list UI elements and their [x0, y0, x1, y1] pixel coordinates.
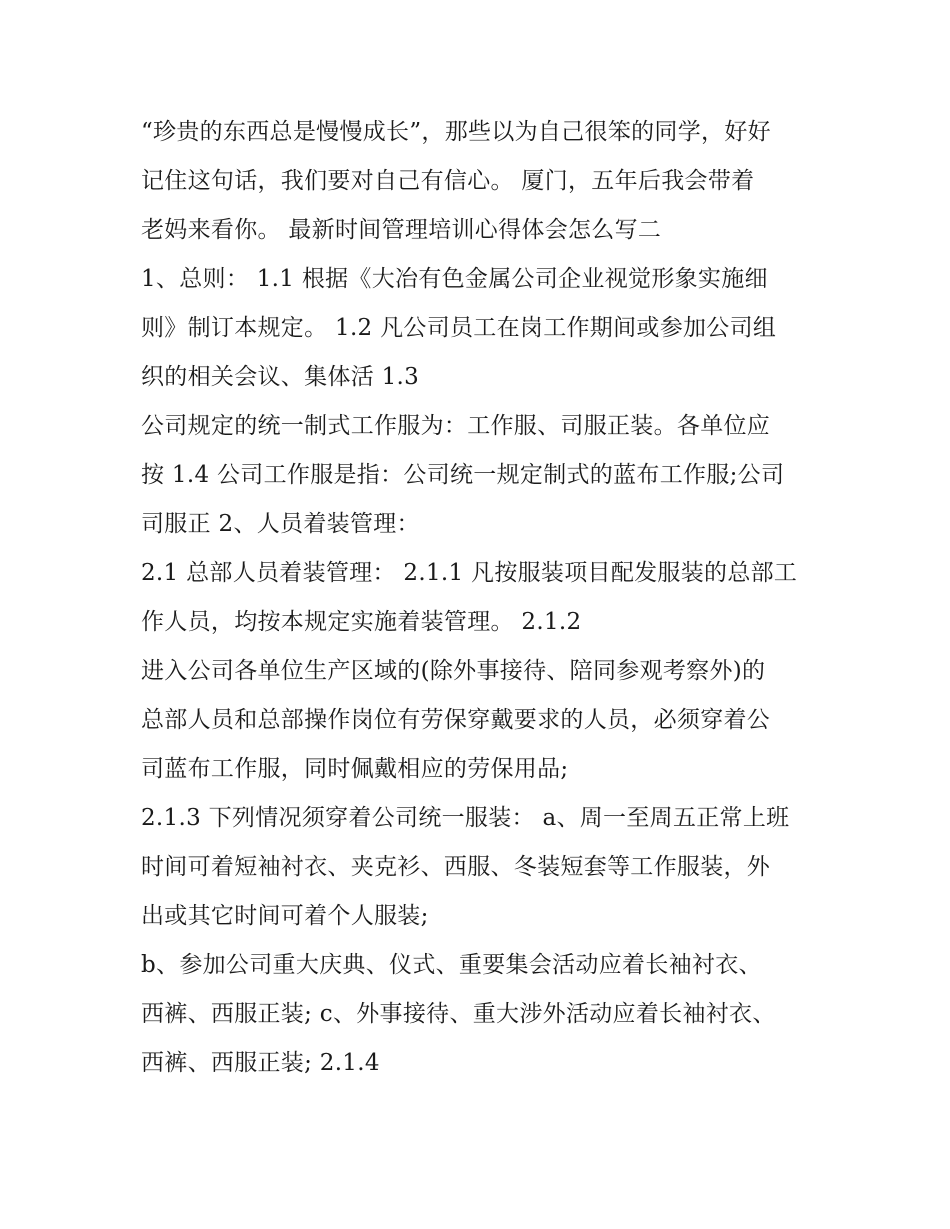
text-line: 出或其它时间可着个人服装; — [141, 903, 429, 929]
text-line: b、参加公司重大庆典、仪式、重要集会活动应着长袖衬衣、 — [141, 952, 762, 978]
text-line: 作人员，均按本规定实施着装管理。 2.1.2 — [141, 609, 582, 635]
text-line: 西裤、西服正装; 2.1.4 — [141, 1050, 380, 1076]
text-line: 织的相关会议、集体活 1.3 — [141, 364, 420, 390]
text-line: 按 1.4 公司工作服是指：公司统一规定制式的蓝布工作服;公司 — [141, 462, 785, 488]
text-line: 公司规定的统一制式工作服为：工作服、司服正装。各单位应 — [141, 413, 771, 439]
text-line: “珍贵的东西总是慢慢成长”，那些以为自己很笨的同学，好好 — [141, 119, 771, 145]
text-line: 时间可着短袖衬衣、夹克衫、西服、冬装短套等工作服装，外 — [141, 854, 771, 880]
text-line: 2.1 总部人员着装管理： 2.1.1 凡按服装项目配发服装的总部工 — [141, 560, 798, 586]
document-body — [141, 108, 821, 1088]
text-line: 1、总则： 1.1 根据《大冶有色金属公司企业视觉形象实施细 — [141, 266, 768, 292]
text-line: 司蓝布工作服，同时佩戴相应的劳保用品; — [141, 756, 569, 782]
text-line: 司服正 2、人员着装管理： — [141, 511, 420, 537]
text-line: 总部人员和总部操作岗位有劳保穿戴要求的人员，必须穿着公 — [141, 707, 771, 733]
text-line: 则》制订本规定。 1.2 凡公司员工在岗工作期间或参加公司组 — [141, 315, 777, 341]
text-line: 进入公司各单位生产区域的(除外事接待、陪同参观考察外)的 — [141, 658, 766, 684]
text-line: 老妈来看你。 最新时间管理培训心得体会怎么写二 — [141, 217, 662, 243]
text-line: 2.1.3 下列情况须穿着公司统一服装： a、周一至周五正常上班 — [141, 805, 790, 831]
text-line: 记住这句话，我们要对自己有信心。 厦门，五年后我会带着 — [141, 168, 755, 194]
text-line: 西裤、西服正装; c、外事接待、重大涉外活动应着长袖衬衣、 — [141, 1001, 776, 1027]
